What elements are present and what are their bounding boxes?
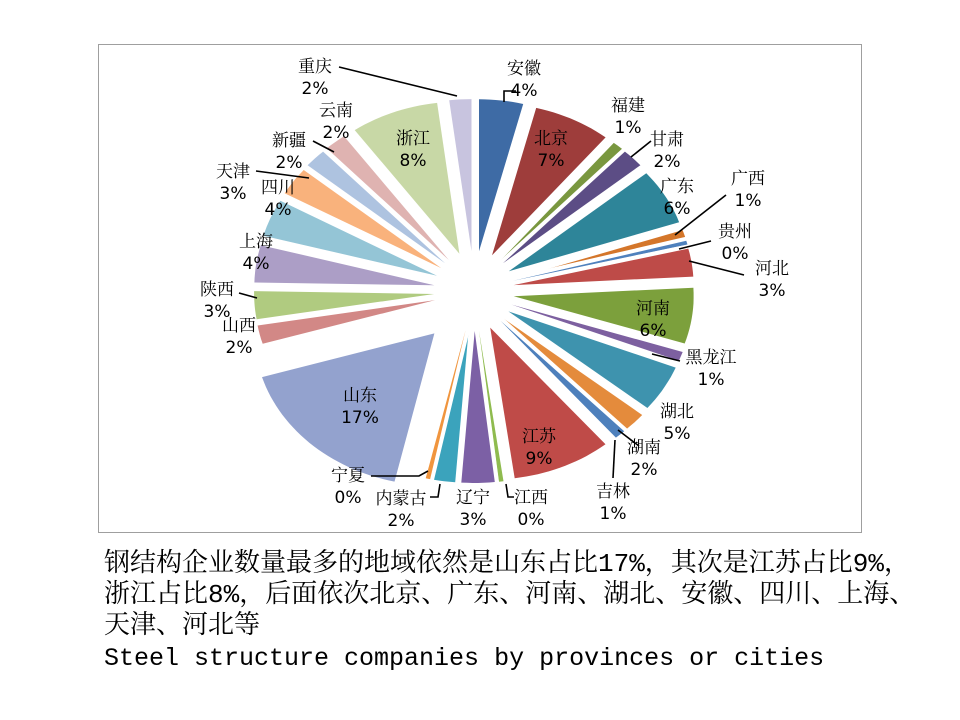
slice-label: 广西: [731, 169, 765, 189]
slice-pct-label: 9%: [525, 449, 553, 469]
slice-label: 黑龙江: [685, 348, 737, 368]
slice-label: 江苏: [522, 427, 556, 447]
slice-pct-label: 8%: [399, 151, 427, 171]
slice-pct-label: 2%: [301, 79, 329, 99]
slice-label: 河南: [636, 299, 670, 319]
slice-label: 上海: [239, 232, 273, 252]
slice-pct-label: 6%: [663, 199, 691, 219]
caption-text-block: [104, 549, 916, 674]
slice-label: 辽宁: [456, 488, 490, 508]
slice-label: 江西: [514, 488, 548, 508]
slice-label: 河北: [755, 259, 789, 279]
slice-pct-label: 2%: [630, 460, 658, 480]
slice-pct-label: 2%: [387, 511, 415, 531]
slice-label: 贵州: [718, 222, 752, 242]
slice-label: 山东: [343, 386, 377, 406]
slice-pct-label: 3%: [203, 302, 231, 322]
slice-pct-label: 0%: [334, 488, 362, 508]
slice-label: 北京: [534, 129, 568, 149]
slice-pct-label: 3%: [219, 184, 247, 204]
slice-pct-label: 0%: [721, 244, 749, 264]
slice-label: 宁夏: [331, 466, 365, 486]
leader-line: [631, 141, 651, 157]
slice-pct-label: 6%: [639, 321, 667, 341]
leader-line: [506, 484, 514, 497]
slice-pct-label: 2%: [275, 153, 303, 173]
slice-label: 新疆: [272, 131, 306, 151]
slice-label: 山西: [222, 316, 256, 336]
caption-line-3: 天津、河北等: [104, 611, 261, 641]
leader-line: [430, 484, 440, 497]
slice-label: 四川: [261, 178, 295, 198]
slice-label: 安徽: [507, 59, 541, 79]
slice-pct-label: 2%: [653, 152, 681, 172]
leader-line: [339, 67, 457, 96]
slice-label: 湖南: [627, 438, 661, 458]
slice-pct-label: 17%: [341, 408, 379, 428]
slice-label: 吉林: [596, 482, 630, 502]
slice-label: 湖北: [660, 402, 694, 422]
slice-pct-label: 2%: [225, 338, 253, 358]
slice-pct-label: 4%: [242, 254, 270, 274]
slice-label: 天津: [216, 162, 250, 182]
slice-label: 福建: [611, 96, 645, 116]
slice-pct-label: 4%: [264, 200, 292, 220]
slice-pct-label: 3%: [758, 281, 786, 301]
slice-pct-label: 1%: [614, 118, 642, 138]
caption-line-2: 浙江占比8%，后面依次北京、广东、河南、湖北、安徽、四川、上海、: [104, 580, 916, 610]
slice-pct-label: 1%: [734, 191, 762, 211]
caption-line-1: 钢结构企业数量最多的地域依然是山东占比17%，其次是江苏占比9%，: [104, 549, 911, 579]
slice-label: 云南: [319, 101, 353, 121]
slice-label: 陕西: [200, 280, 234, 300]
slice-pct-label: 3%: [459, 510, 487, 530]
slice-pct-label: 2%: [322, 123, 350, 143]
slice-pct-label: 1%: [697, 370, 725, 390]
slice-label: 内蒙古: [375, 489, 427, 509]
slice-pct-label: 0%: [517, 510, 545, 530]
pie-chart-frame: [98, 44, 862, 533]
slice-pct-label: 5%: [663, 424, 691, 444]
slice-label: 重庆: [298, 57, 332, 77]
caption-line-en: Steel structure companies by provinces or cities: [104, 644, 825, 673]
slice-label: 广东: [660, 177, 694, 197]
slice-pct-label: 1%: [599, 504, 627, 524]
leader-line: [613, 440, 615, 478]
slice-pct-label: 7%: [537, 151, 565, 171]
slice-label: 浙江: [396, 129, 430, 149]
slice-pct-label: 4%: [510, 81, 538, 101]
exploded-pie-chart: [99, 45, 861, 532]
slice-label: 甘肃: [650, 130, 684, 150]
